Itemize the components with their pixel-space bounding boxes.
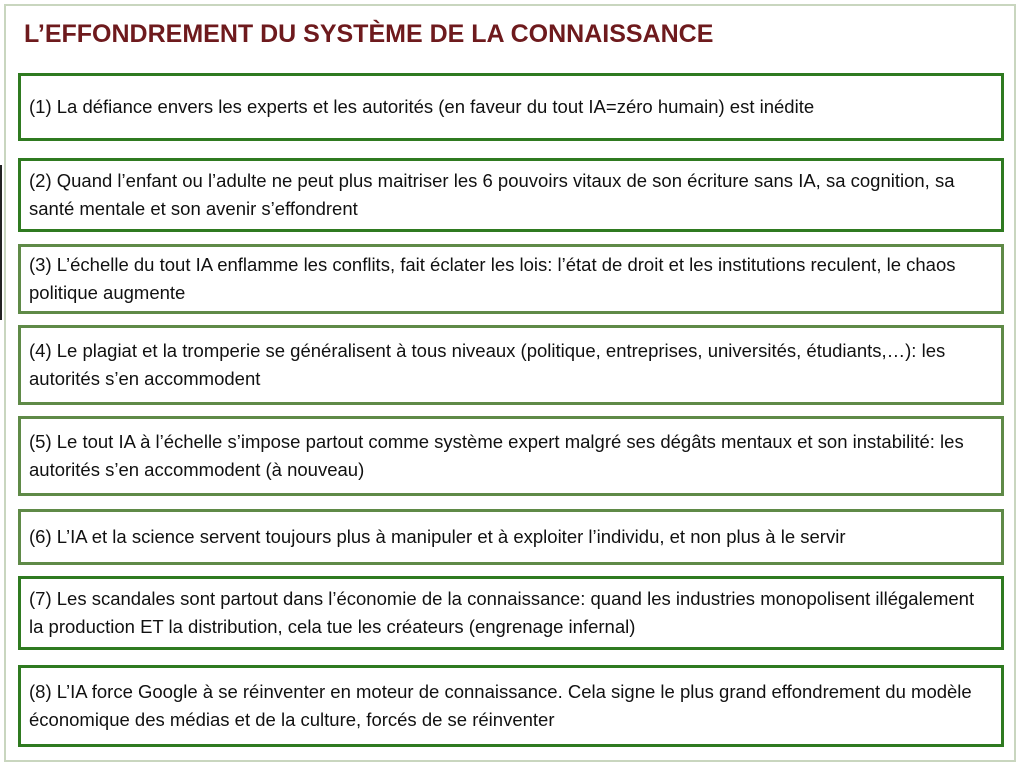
list-item-8 (18, 665, 1004, 747)
list-item-5 (18, 416, 1004, 496)
list-item-text: (4) Le plagiat et la tromperie se généralisent à tous niveaux (politique, entreprises, universités, étudiants,…): les autorités s’en accommodent (29, 340, 946, 389)
list-item-6 (18, 509, 1004, 565)
page-title: L’EFFONDREMENT DU SYSTÈME DE LA CONNAISSANCE (24, 20, 714, 48)
list-item-text: (1) La défiance envers les experts et les autorités (en faveur du tout IA=zéro humain) est inédite (29, 96, 815, 117)
list-item-1 (18, 73, 1004, 141)
list-item-7 (18, 576, 1004, 650)
list-item-text: (2) Quand l’enfant ou l’adulte ne peut plus maitriser les 6 pouvoirs vitaux de son écriture sans IA, sa cognition, sa santé mentale et son avenir s’effondrent (29, 170, 955, 219)
list-item-text: (6) L’IA et la science servent toujours plus à manipuler et à exploiter l’individu, et non plus à le servir (29, 526, 846, 547)
left-edge-mark (0, 165, 2, 320)
list-item-text: (3) L’échelle du tout IA enflamme les conflits, fait éclater les lois: l’état de droit et les institutions reculent, le chaos politique augmente (29, 254, 956, 303)
list-item-4 (18, 325, 1004, 405)
list-item-text: (7) Les scandales sont partout dans l’économie de la connaissance: quand les industries monopolisent illégalement la production ET la distribution, cela tue les créateurs (engrenage infernal) (29, 588, 975, 637)
list-item-2 (18, 158, 1004, 232)
list-item-text: (8) L’IA force Google à se réinventer en moteur de connaissance. Cela signe le plus grand effondrement du modèle économique des médias et de la culture, forcés de se réinventer (29, 681, 972, 730)
list-item-3 (18, 244, 1004, 314)
list-item-text: (5) Le tout IA à l’échelle s’impose partout comme système expert malgré ses dégâts mentaux et son instabilité: les autorités s’en accommodent (à nouveau) (29, 431, 964, 480)
